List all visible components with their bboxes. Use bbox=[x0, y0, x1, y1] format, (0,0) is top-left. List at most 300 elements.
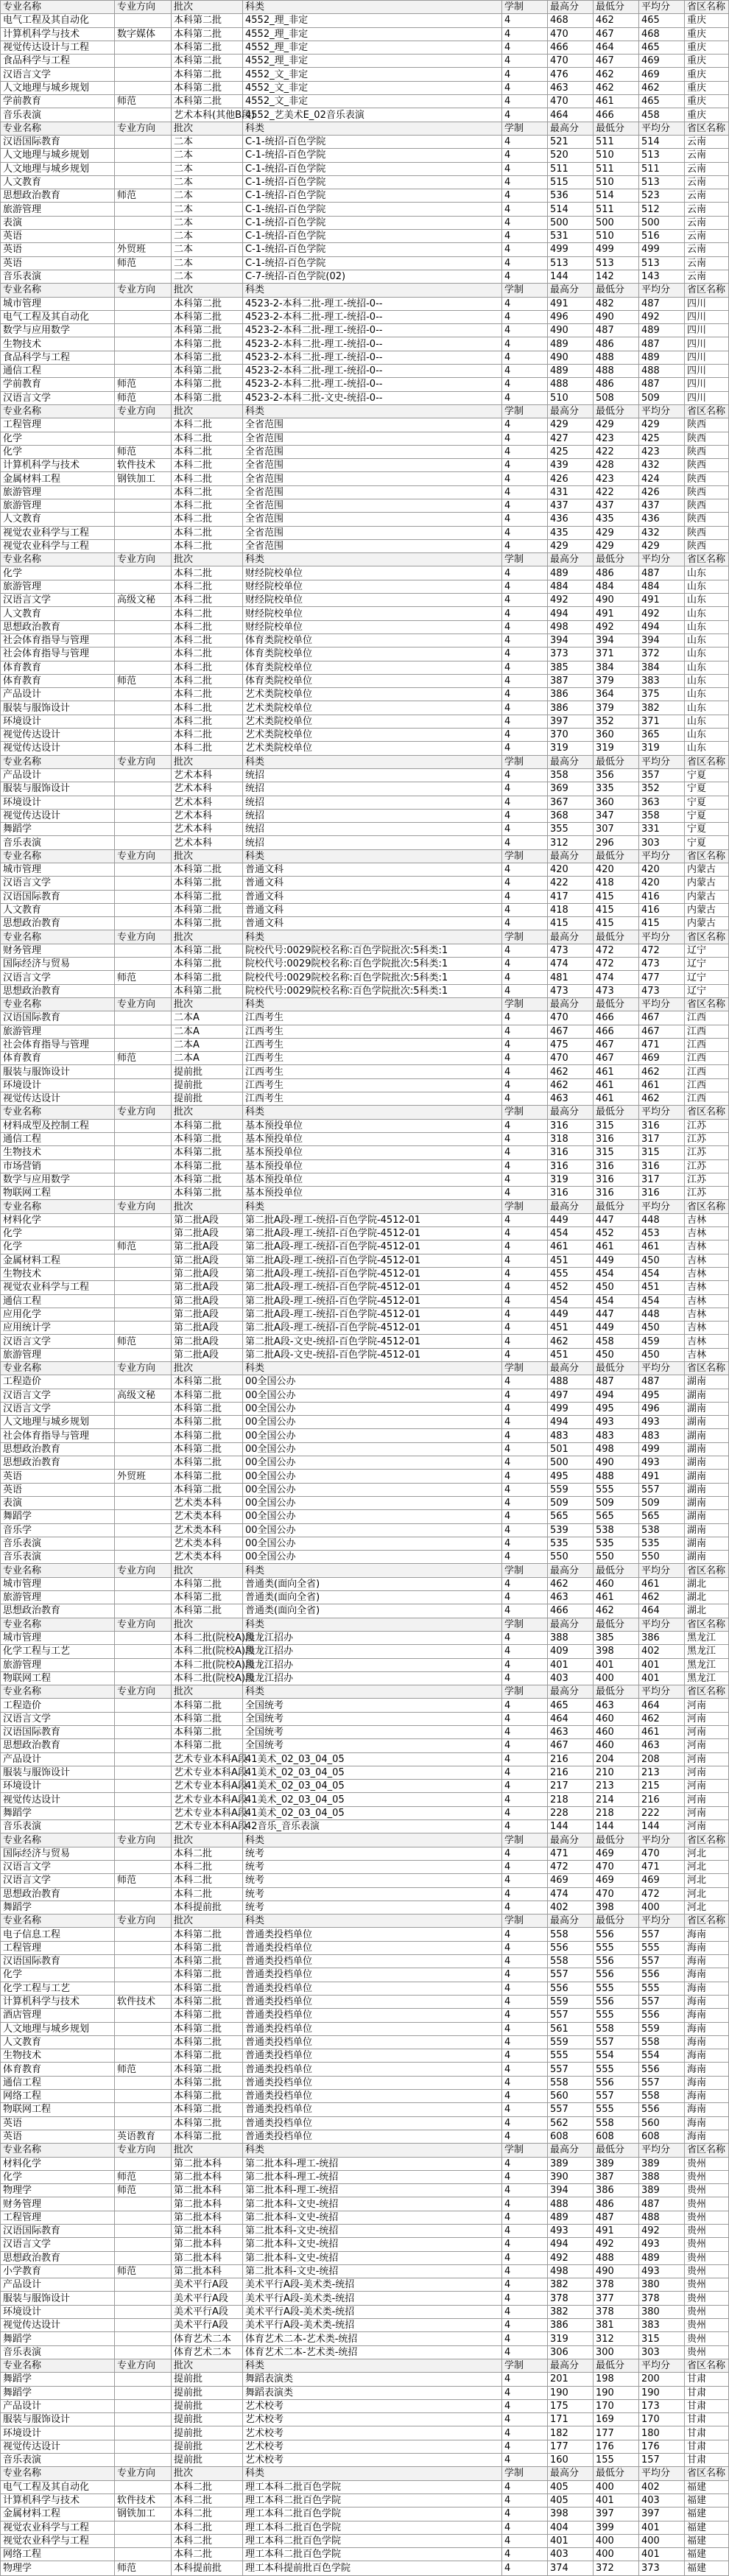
header-cell-direction: 专业方向 bbox=[115, 1618, 172, 1631]
header-cell-batch: 批次 bbox=[172, 1915, 243, 1928]
cell-province: 四川 bbox=[685, 391, 729, 404]
cell-min: 356 bbox=[594, 768, 639, 782]
cell-duration: 4 bbox=[502, 1523, 548, 1537]
cell-category: 艺术校考 bbox=[243, 2413, 502, 2426]
cell-category: 00全国公办 bbox=[243, 1442, 502, 1456]
cell-duration: 4 bbox=[502, 1726, 548, 1739]
cell-min: 556 bbox=[594, 1968, 639, 1982]
cell-major: 服装与服饰设计 bbox=[1, 701, 115, 715]
cell-province: 福建 bbox=[685, 2534, 729, 2547]
cell-avg: 402 bbox=[639, 1645, 685, 1658]
cell-major: 化学 bbox=[1, 1227, 115, 1240]
cell-major: 思想政治教育 bbox=[1, 984, 115, 997]
cell-batch: 第二批A段 bbox=[172, 1227, 243, 1240]
cell-min: 535 bbox=[594, 1537, 639, 1550]
header-cell-direction: 专业方向 bbox=[115, 1361, 172, 1375]
cell-max: 144 bbox=[548, 1820, 594, 1833]
cell-max: 531 bbox=[548, 230, 594, 243]
cell-min: 557 bbox=[594, 2035, 639, 2049]
cell-max: 417 bbox=[548, 890, 594, 903]
table-row bbox=[1, 1712, 729, 1725]
cell-avg: 448 bbox=[639, 1213, 685, 1226]
cell-major: 电气工程及其自动化 bbox=[1, 14, 115, 27]
cell-min: 474 bbox=[594, 971, 639, 984]
cell-avg: 557 bbox=[639, 1955, 685, 1968]
cell-direction bbox=[115, 1551, 172, 1564]
cell-province: 河南 bbox=[685, 1780, 729, 1793]
cell-avg: 555 bbox=[639, 1941, 685, 1954]
cell-direction bbox=[115, 351, 172, 364]
header-cell-max: 最高分 bbox=[548, 997, 594, 1011]
cell-province: 山东 bbox=[685, 729, 729, 742]
cell-avg: 415 bbox=[639, 917, 685, 930]
cell-major: 思想政治教育 bbox=[1, 620, 115, 634]
table-row bbox=[1, 917, 729, 930]
cell-batch: 艺术专业本科A段 bbox=[172, 1780, 243, 1793]
cell-category: 院校代号:0029院校名称:百色学院批次:5科类:1 bbox=[243, 971, 502, 984]
header-cell-duration: 学制 bbox=[502, 553, 548, 566]
cell-category: 统考 bbox=[243, 1887, 502, 1901]
cell-major: 思想政治教育 bbox=[1, 917, 115, 930]
cell-duration: 4 bbox=[502, 2386, 548, 2399]
cell-province: 海南 bbox=[685, 2130, 729, 2143]
cell-max: 182 bbox=[548, 2426, 594, 2440]
header-cell-category: 科类 bbox=[243, 1618, 502, 1631]
cell-min: 213 bbox=[594, 1780, 639, 1793]
cell-province: 海南 bbox=[685, 2076, 729, 2089]
cell-direction: 师范 bbox=[115, 189, 172, 203]
cell-duration: 4 bbox=[502, 1348, 548, 1361]
cell-direction bbox=[115, 526, 172, 539]
header-cell-max: 最高分 bbox=[548, 1685, 594, 1699]
cell-province: 贵州 bbox=[685, 2184, 729, 2197]
cell-major: 视觉传达设计 bbox=[1, 2319, 115, 2332]
cell-province: 河南 bbox=[685, 1793, 729, 1806]
cell-duration: 4 bbox=[502, 620, 548, 634]
cell-major: 英语 bbox=[1, 243, 115, 256]
header-cell-category: 科类 bbox=[243, 2359, 502, 2372]
cell-avg: 373 bbox=[639, 2561, 685, 2576]
cell-province: 江苏 bbox=[685, 1159, 729, 1173]
cell-max: 490 bbox=[548, 324, 594, 337]
cell-province: 吉林 bbox=[685, 1308, 729, 1321]
cell-duration: 4 bbox=[502, 1119, 548, 1132]
table-row bbox=[1, 688, 729, 701]
cell-max: 470 bbox=[548, 1011, 594, 1025]
cell-batch: 本科二批 bbox=[172, 729, 243, 742]
table-row bbox=[1, 729, 729, 742]
cell-direction bbox=[115, 2548, 172, 2561]
cell-major: 数学与应用数学 bbox=[1, 1173, 115, 1186]
cell-min: 429 bbox=[594, 418, 639, 432]
header-cell-avg: 平均分 bbox=[639, 997, 685, 1011]
cell-direction bbox=[115, 2386, 172, 2399]
cell-duration: 4 bbox=[502, 459, 548, 472]
cell-direction bbox=[115, 2035, 172, 2049]
table-row bbox=[1, 2251, 729, 2264]
cell-category: 艺术校考 bbox=[243, 2454, 502, 2467]
cell-min: 557 bbox=[594, 2090, 639, 2103]
header-row bbox=[1, 553, 729, 566]
cell-avg: 461 bbox=[639, 1240, 685, 1254]
cell-min: 492 bbox=[594, 620, 639, 634]
cell-direction bbox=[115, 1416, 172, 1429]
cell-major: 音乐表演 bbox=[1, 1537, 115, 1550]
cell-duration: 4 bbox=[502, 1281, 548, 1294]
header-cell-major: 专业名称 bbox=[1, 930, 115, 944]
header-cell-min: 最低分 bbox=[594, 284, 639, 297]
cell-province: 河北 bbox=[685, 1847, 729, 1860]
cell-avg: 556 bbox=[639, 1968, 685, 1982]
cell-duration: 4 bbox=[502, 1227, 548, 1240]
cell-batch: 艺术类本科 bbox=[172, 1551, 243, 1564]
cell-category: 统招 bbox=[243, 809, 502, 822]
cell-category: 全省范围 bbox=[243, 499, 502, 512]
cell-province: 河南 bbox=[685, 1739, 729, 1752]
cell-duration: 4 bbox=[502, 27, 548, 41]
header-cell-category: 科类 bbox=[243, 849, 502, 863]
cell-province: 湖南 bbox=[685, 1470, 729, 1483]
cell-major: 汉语国际教育 bbox=[1, 1955, 115, 1968]
cell-min: 319 bbox=[594, 742, 639, 755]
table-row bbox=[1, 1739, 729, 1752]
cell-min: 555 bbox=[594, 2103, 639, 2116]
cell-category: 舞蹈表演类 bbox=[243, 2373, 502, 2386]
cell-major: 服装与服饰设计 bbox=[1, 782, 115, 796]
cell-duration: 4 bbox=[502, 1078, 548, 1092]
cell-duration: 4 bbox=[502, 1591, 548, 1604]
cell-category: C-1-统招-百色学院 bbox=[243, 189, 502, 203]
cell-category: 体育类院校单位 bbox=[243, 647, 502, 661]
cell-duration: 4 bbox=[502, 55, 548, 68]
cell-max: 387 bbox=[548, 674, 594, 687]
cell-batch: 第二批本科 bbox=[172, 2197, 243, 2211]
table-row bbox=[1, 1065, 729, 1078]
cell-min: 315 bbox=[594, 1119, 639, 1132]
table-row bbox=[1, 1604, 729, 1618]
cell-min: 381 bbox=[594, 2319, 639, 2332]
header-row bbox=[1, 1, 729, 14]
cell-duration: 4 bbox=[502, 1955, 548, 1968]
cell-direction bbox=[115, 647, 172, 661]
cell-province: 贵州 bbox=[685, 2264, 729, 2278]
cell-min: 470 bbox=[594, 1860, 639, 1873]
cell-avg: 489 bbox=[639, 2251, 685, 2264]
cell-min: 466 bbox=[594, 108, 639, 122]
cell-duration: 4 bbox=[502, 2292, 548, 2305]
cell-direction bbox=[115, 1645, 172, 1658]
table-row bbox=[1, 2076, 729, 2089]
header-row bbox=[1, 2359, 729, 2372]
cell-province: 湖南 bbox=[685, 1483, 729, 1496]
cell-batch: 本科二批(院校A)段 bbox=[172, 1658, 243, 1671]
cell-category: 第二批A段-理工-统招-百色学院-4512-01 bbox=[243, 1281, 502, 1294]
cell-category: 理工本科二批百色学院 bbox=[243, 2480, 502, 2493]
cell-major: 汉语言文学 bbox=[1, 2238, 115, 2251]
cell-batch: 本科第二批 bbox=[172, 1456, 243, 1470]
cell-duration: 4 bbox=[502, 701, 548, 715]
cell-batch: 本科第二批 bbox=[172, 1483, 243, 1496]
cell-province: 贵州 bbox=[685, 2332, 729, 2345]
cell-avg: 450 bbox=[639, 1254, 685, 1267]
cell-major: 人文教育 bbox=[1, 903, 115, 916]
cell-province: 河南 bbox=[685, 1712, 729, 1725]
header-cell-min: 最低分 bbox=[594, 2144, 639, 2157]
cell-major: 国际经济与贸易 bbox=[1, 958, 115, 971]
cell-min: 491 bbox=[594, 607, 639, 620]
table-row bbox=[1, 2292, 729, 2305]
cell-direction bbox=[115, 2534, 172, 2547]
cell-avg: 608 bbox=[639, 2130, 685, 2143]
cell-direction bbox=[115, 877, 172, 890]
cell-min: 565 bbox=[594, 1510, 639, 1523]
table-row bbox=[1, 2063, 729, 2076]
cell-min: 144 bbox=[594, 1820, 639, 1833]
cell-min: 307 bbox=[594, 823, 639, 836]
cell-max: 217 bbox=[548, 1780, 594, 1793]
header-cell-avg: 平均分 bbox=[639, 930, 685, 944]
cell-category: 财经院校单位 bbox=[243, 580, 502, 593]
cell-duration: 4 bbox=[502, 1901, 548, 1914]
cell-direction bbox=[115, 1213, 172, 1226]
cell-batch: 艺术类本科 bbox=[172, 1510, 243, 1523]
cell-major: 城市管理 bbox=[1, 1577, 115, 1590]
cell-batch: 提前批 bbox=[172, 2454, 243, 2467]
cell-min: 558 bbox=[594, 2022, 639, 2035]
cell-min: 429 bbox=[594, 539, 639, 552]
cell-avg: 389 bbox=[639, 2184, 685, 2197]
header-cell-avg: 平均分 bbox=[639, 2359, 685, 2372]
cell-category: 体育艺术二本-艺术类-统招 bbox=[243, 2332, 502, 2345]
header-cell-province: 省区名称 bbox=[685, 2359, 729, 2372]
header-cell-max: 最高分 bbox=[548, 1200, 594, 1213]
table-row bbox=[1, 2184, 729, 2197]
cell-max: 312 bbox=[548, 836, 594, 849]
cell-province: 四川 bbox=[685, 337, 729, 351]
cell-batch: 提前批 bbox=[172, 1078, 243, 1092]
cell-min: 486 bbox=[594, 566, 639, 580]
cell-duration: 4 bbox=[502, 594, 548, 607]
cell-duration: 4 bbox=[502, 2211, 548, 2224]
cell-direction bbox=[115, 1591, 172, 1604]
table-row bbox=[1, 1955, 729, 1968]
cell-avg: 383 bbox=[639, 674, 685, 687]
cell-category: 4552_理_非定 bbox=[243, 14, 502, 27]
header-row bbox=[1, 2467, 729, 2480]
cell-direction bbox=[115, 796, 172, 809]
cell-category: 江西考生 bbox=[243, 1078, 502, 1092]
cell-batch: 艺术专业本科A段 bbox=[172, 1766, 243, 1779]
cell-province: 宁夏 bbox=[685, 782, 729, 796]
cell-min: 460 bbox=[594, 1726, 639, 1739]
cell-min: 378 bbox=[594, 2305, 639, 2318]
cell-major: 应用统计学 bbox=[1, 1322, 115, 1335]
table-row bbox=[1, 1375, 729, 1389]
cell-province: 贵州 bbox=[685, 2345, 729, 2359]
table-row bbox=[1, 647, 729, 661]
cell-category: 体育类院校单位 bbox=[243, 674, 502, 687]
cell-batch: 二本A bbox=[172, 1038, 243, 1051]
cell-duration: 4 bbox=[502, 2116, 548, 2130]
cell-category: 普通类投档单位 bbox=[243, 1955, 502, 1968]
cell-major: 市场营销 bbox=[1, 1159, 115, 1173]
cell-direction bbox=[115, 742, 172, 755]
cell-max: 177 bbox=[548, 2440, 594, 2453]
cell-max: 490 bbox=[548, 351, 594, 364]
cell-max: 394 bbox=[548, 634, 594, 647]
cell-avg: 352 bbox=[639, 782, 685, 796]
cell-direction bbox=[115, 2251, 172, 2264]
cell-duration: 4 bbox=[502, 1065, 548, 1078]
table-row bbox=[1, 14, 729, 27]
cell-avg: 493 bbox=[639, 2238, 685, 2251]
cell-duration: 4 bbox=[502, 2426, 548, 2440]
cell-major: 食品科学与工程 bbox=[1, 351, 115, 364]
cell-province: 贵州 bbox=[685, 2157, 729, 2170]
cell-direction bbox=[115, 1955, 172, 1968]
cell-batch: 本科二批 bbox=[172, 526, 243, 539]
cell-max: 565 bbox=[548, 1510, 594, 1523]
cell-category: 院校代号:0029院校名称:百色学院批次:5科类:1 bbox=[243, 958, 502, 971]
cell-category: 财经院校单位 bbox=[243, 566, 502, 580]
cell-avg: 492 bbox=[639, 2224, 685, 2237]
cell-batch: 艺术专业本科A段 bbox=[172, 1806, 243, 1819]
table-row bbox=[1, 1119, 729, 1132]
table-row bbox=[1, 2454, 729, 2467]
header-cell-duration: 学制 bbox=[502, 2359, 548, 2372]
cell-category: 全省范围 bbox=[243, 539, 502, 552]
cell-province: 山东 bbox=[685, 634, 729, 647]
cell-avg: 358 bbox=[639, 809, 685, 822]
cell-max: 475 bbox=[548, 1038, 594, 1051]
table-row bbox=[1, 1658, 729, 1671]
cell-direction bbox=[115, 2211, 172, 2224]
cell-batch: 艺术本科 bbox=[172, 836, 243, 849]
cell-province: 吉林 bbox=[685, 1322, 729, 1335]
table-row bbox=[1, 2264, 729, 2278]
cell-category: 41美术_02_03_04_05 bbox=[243, 1793, 502, 1806]
header-cell-major: 专业名称 bbox=[1, 755, 115, 768]
cell-major: 材料成型及控制工程 bbox=[1, 1119, 115, 1132]
cell-avg: 416 bbox=[639, 890, 685, 903]
cell-avg: 560 bbox=[639, 2116, 685, 2130]
header-cell-min: 最低分 bbox=[594, 849, 639, 863]
cell-direction: 师范 bbox=[115, 1335, 172, 1348]
cell-province: 四川 bbox=[685, 378, 729, 391]
header-cell-major: 专业名称 bbox=[1, 284, 115, 297]
header-cell-province: 省区名称 bbox=[685, 553, 729, 566]
cell-major: 化学工程与工艺 bbox=[1, 1645, 115, 1658]
cell-province: 云南 bbox=[685, 203, 729, 216]
cell-direction bbox=[115, 1092, 172, 1106]
header-cell-duration: 学制 bbox=[502, 1685, 548, 1699]
header-row bbox=[1, 997, 729, 1011]
cell-max: 467 bbox=[548, 1025, 594, 1038]
cell-min: 415 bbox=[594, 890, 639, 903]
cell-batch: 本科第二批 bbox=[172, 1375, 243, 1389]
cell-avg: 555 bbox=[639, 1982, 685, 1995]
cell-duration: 4 bbox=[502, 2521, 548, 2534]
cell-max: 495 bbox=[548, 1470, 594, 1483]
cell-min: 450 bbox=[594, 1348, 639, 1361]
cell-duration: 4 bbox=[502, 2319, 548, 2332]
table-row bbox=[1, 809, 729, 822]
cell-direction bbox=[115, 1011, 172, 1025]
cell-province: 贵州 bbox=[685, 2319, 729, 2332]
cell-min: 449 bbox=[594, 1322, 639, 1335]
table-row bbox=[1, 513, 729, 526]
cell-category: 全省范围 bbox=[243, 513, 502, 526]
header-cell-direction: 专业方向 bbox=[115, 2359, 172, 2372]
table-row bbox=[1, 1860, 729, 1873]
cell-avg: 556 bbox=[639, 2009, 685, 2022]
cell-duration: 4 bbox=[502, 539, 548, 552]
cell-batch: 本科二批(院校A)段 bbox=[172, 1645, 243, 1658]
cell-max: 455 bbox=[548, 1267, 594, 1280]
cell-province: 江西 bbox=[685, 1025, 729, 1038]
cell-category: 普通类投档单位 bbox=[243, 2049, 502, 2063]
table-row bbox=[1, 1968, 729, 1982]
cell-major: 人文教育 bbox=[1, 513, 115, 526]
cell-max: 484 bbox=[548, 580, 594, 593]
cell-major: 工程管理 bbox=[1, 418, 115, 432]
header-cell-province: 省区名称 bbox=[685, 404, 729, 418]
cell-major: 汉语国际教育 bbox=[1, 1726, 115, 1739]
cell-batch: 本科提前批 bbox=[172, 1901, 243, 1914]
cell-min: 461 bbox=[594, 1240, 639, 1254]
cell-direction: 师范 bbox=[115, 256, 172, 270]
cell-batch: 艺术专业本科A段 bbox=[172, 1820, 243, 1833]
cell-province: 内蒙古 bbox=[685, 903, 729, 916]
cell-major: 产品设计 bbox=[1, 2399, 115, 2412]
header-cell-category: 科类 bbox=[243, 1833, 502, 1847]
cell-min: 499 bbox=[594, 243, 639, 256]
cell-category: 全国统考 bbox=[243, 1726, 502, 1739]
cell-province: 宁夏 bbox=[685, 768, 729, 782]
cell-major: 人文地理与城乡规划 bbox=[1, 81, 115, 94]
table-row bbox=[1, 836, 729, 849]
cell-avg: 473 bbox=[639, 984, 685, 997]
cell-province: 重庆 bbox=[685, 95, 729, 108]
header-cell-major: 专业名称 bbox=[1, 1564, 115, 1577]
cell-major: 工程管理 bbox=[1, 2211, 115, 2224]
cell-avg: 375 bbox=[639, 688, 685, 701]
cell-avg: 495 bbox=[639, 1389, 685, 1402]
cell-avg: 471 bbox=[639, 1038, 685, 1051]
cell-province: 陕西 bbox=[685, 485, 729, 499]
cell-major: 通信工程 bbox=[1, 1294, 115, 1308]
cell-province: 重庆 bbox=[685, 27, 729, 41]
cell-batch: 本科二批 bbox=[172, 418, 243, 432]
cell-batch: 本科二批 bbox=[172, 594, 243, 607]
cell-province: 湖南 bbox=[685, 1429, 729, 1442]
header-cell-category: 科类 bbox=[243, 1106, 502, 1119]
cell-batch: 艺术专业本科A段 bbox=[172, 1752, 243, 1766]
cell-min: 482 bbox=[594, 297, 639, 310]
cell-major: 化学 bbox=[1, 1968, 115, 1982]
cell-avg: 494 bbox=[639, 620, 685, 634]
cell-max: 401 bbox=[548, 1658, 594, 1671]
cell-duration: 4 bbox=[502, 715, 548, 728]
header-cell-max: 最高分 bbox=[548, 849, 594, 863]
cell-province: 山东 bbox=[685, 661, 729, 674]
header-cell-duration: 学制 bbox=[502, 1915, 548, 1928]
cell-duration: 4 bbox=[502, 1860, 548, 1873]
table-row bbox=[1, 27, 729, 41]
cell-avg: 382 bbox=[639, 701, 685, 715]
cell-direction bbox=[115, 1510, 172, 1523]
cell-avg: 213 bbox=[639, 1766, 685, 1779]
